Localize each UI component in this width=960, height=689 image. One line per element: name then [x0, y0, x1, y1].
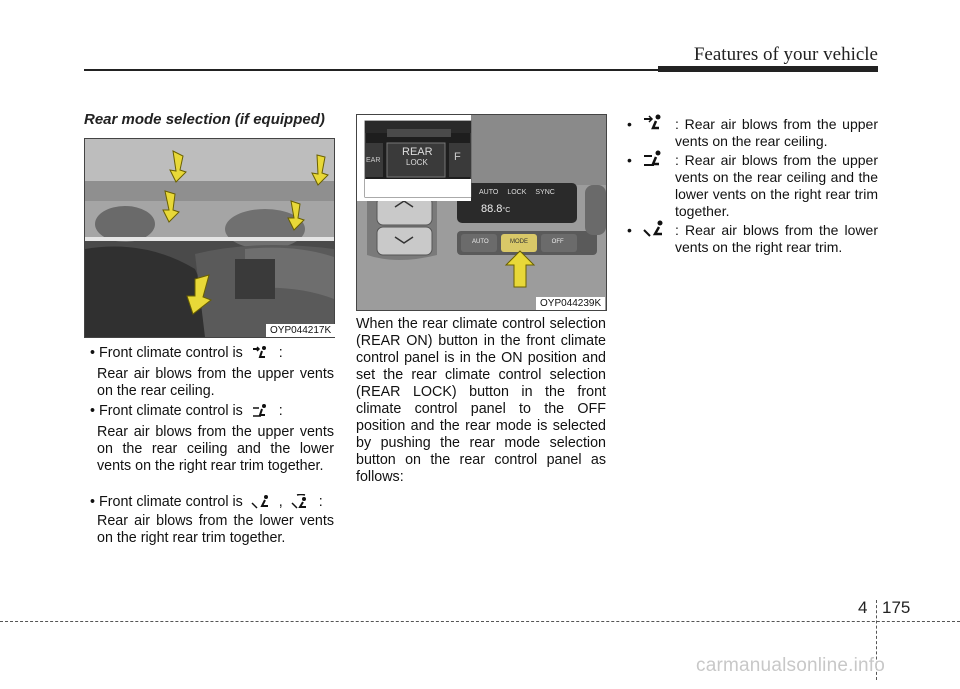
header-rule-thick [658, 66, 878, 72]
right-item-2-text: : Rear air blows from the upper vents on the rear ceiling and the lower vents on the right rear trim together. [675, 152, 878, 219]
figure-caption-right: OYP044239K [536, 297, 605, 310]
display-label-sync: SYNC [535, 189, 555, 196]
page-number: 175 [882, 598, 911, 617]
bullet-dot: • [90, 403, 96, 419]
face-vent-icon [642, 114, 666, 132]
bullet-suffix: : [318, 494, 323, 510]
panel-rear-label: REAR [402, 146, 433, 158]
display-temp-unit: °C [502, 207, 511, 214]
figure-caption-left: OYP044217K [266, 324, 335, 337]
climate-panel-photo [356, 114, 607, 311]
bullet-suffix: : [278, 403, 283, 419]
panel-button-mode: MODE [510, 239, 528, 245]
watermark: carmanualsonline.info [696, 655, 886, 676]
chapter-number: 4 [858, 598, 868, 617]
left-bullet-3 [90, 494, 323, 511]
section-heading: Rear mode selection (if equipped) [84, 111, 325, 128]
bullet-suffix: : [278, 345, 283, 361]
face-vent-icon [251, 345, 271, 361]
floor-vent-icon [251, 494, 271, 510]
right-item-3-text: : Rear air blows from the lower vents on the right rear trim. [675, 222, 878, 255]
floor-defrost-vent-icon [291, 494, 311, 510]
panel-button-off: OFF [551, 239, 564, 245]
rear-cabin-photo [84, 138, 335, 338]
right-bullet-dot-1: • [627, 116, 632, 132]
bullet-lead: Front climate control is [99, 403, 243, 419]
floor-vent-icon [642, 220, 666, 238]
left-bullet-1 [90, 345, 283, 362]
left-bullet-1-text: Rear air blows from the upper vents on the rear ceiling. [97, 366, 334, 399]
middle-paragraph: When the rear climate control selection (REAR ON) button in the front climate control panel is in the ON position and set the rear climate control selection (REAR LOCK) button in the front climate control panel to the OFF position and the rear mode is selected by pushing the rear mode selection button on the rear control panel as follows: [356, 316, 606, 485]
display-temperature [481, 203, 510, 215]
bullet-dot: • [90, 494, 96, 510]
right-bullet-dot-2: • [627, 152, 632, 168]
bullet-lead: Front climate control is [99, 494, 243, 510]
left-bullet-3-text: Rear air blows from the lower vents on the right rear trim together. [97, 513, 334, 546]
display-label-lock: LOCK [507, 189, 527, 196]
left-bullet-2 [90, 403, 283, 420]
display-label-auto: AUTO [479, 189, 499, 196]
footer-rule [0, 621, 960, 622]
panel-left-fragment: EAR [366, 157, 381, 164]
display-labels [479, 189, 555, 196]
left-bullet-2-text: Rear air blows from the upper vents on the rear ceiling and the lower vents on the right rear trim together. [97, 424, 334, 474]
right-bullet-dot-3: • [627, 222, 632, 238]
bullet-separator: , [278, 494, 283, 510]
panel-right-fragment: F [454, 151, 461, 163]
panel-lock-label: LOCK [406, 158, 428, 167]
panel-button-auto: AUTO [472, 239, 489, 245]
header-title: Features of your vehicle [693, 44, 878, 65]
rear-cabin-illustration [85, 139, 334, 337]
bullet-dot: • [90, 345, 96, 361]
panel-buttons [461, 239, 577, 245]
right-item-1-text: : Rear air blows from the upper vents on the rear ceiling. [675, 116, 878, 149]
bi-level-vent-icon [251, 403, 271, 419]
bullet-lead: Front climate control is [99, 345, 243, 361]
bi-level-vent-icon [642, 150, 666, 168]
display-temp-value: 88.8 [481, 203, 503, 215]
